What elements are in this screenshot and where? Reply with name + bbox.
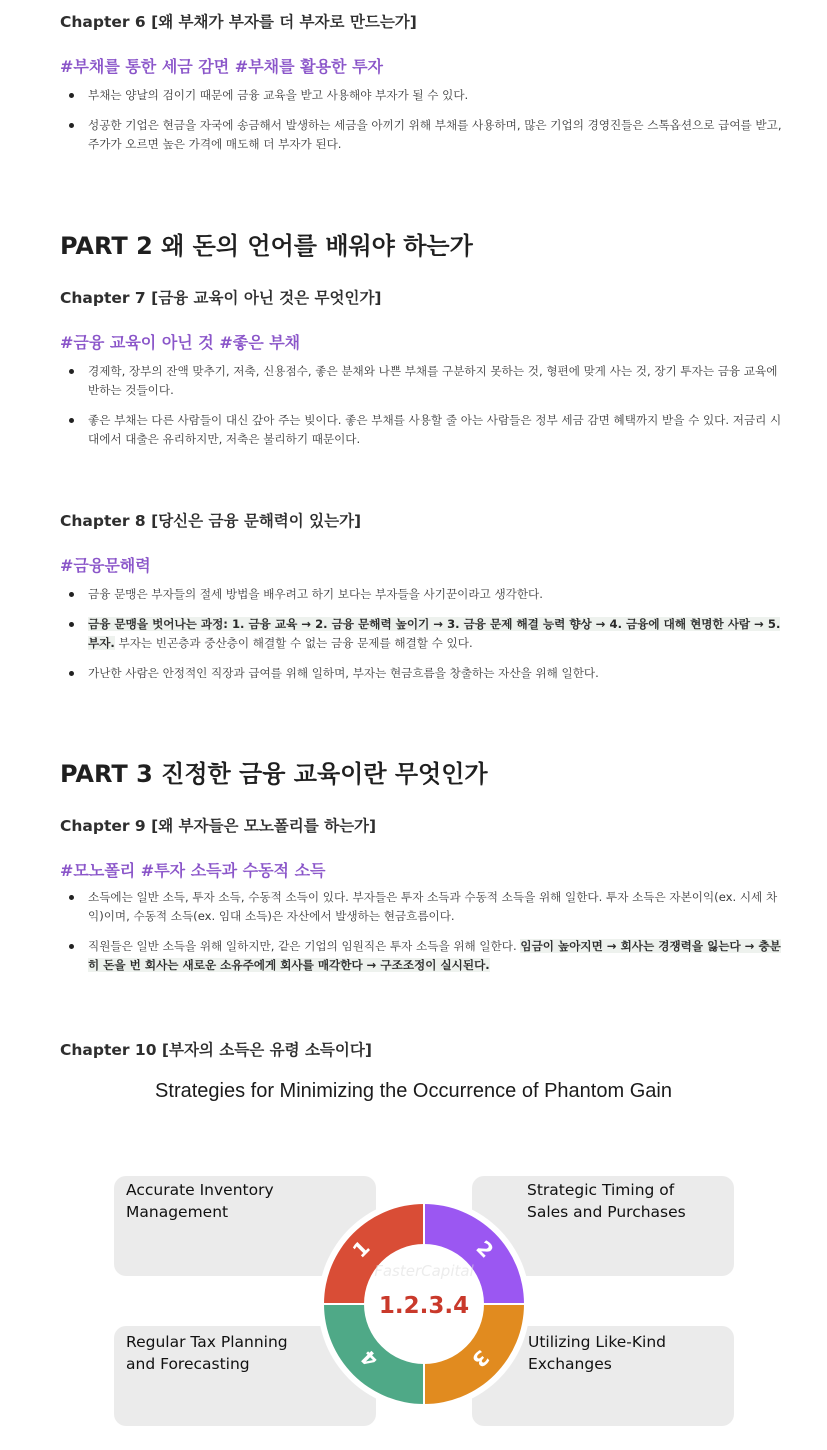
highlighted-text: 금융 문맹을 벗어나는 과정: 1. 금융 교육 → 2. 금융 문해력 높이기 → 3. 금융 문제 해결 능력 향상 → 4. 금융에 대해 현명한 사람 → 5. 부자. (88, 617, 781, 650)
strategy-label-4: Regular Tax Planning and Forecasting (126, 1333, 288, 1373)
chapter-6-bullets (66, 86, 786, 165)
chapter-10-heading: Chapter 10 [부자의 소득은 유령 소득이다] (60, 1041, 372, 1059)
list-item: 경제학, 장부의 잔액 맞추기, 저축, 신용점수, 좋은 분채와 나쁜 부채를 구분하지 못하는 것, 형편에 맞게 사는 것, 장기 투자는 금융 교육에 반하는 것들이다. (66, 362, 786, 400)
chapter-6-heading: Chapter 6 [왜 부채가 부자를 더 부자로 만드는가] (60, 13, 417, 31)
list-item: 성공한 기업은 현금을 자국에 송금해서 발생하는 세금을 아끼기 위해 부채를 사용하며, 많은 기업의 경영진들은 스톡옵션으로 급여를 받고, 주가가 오르면 높은 가격에 매도해 더 부자가 된다. (66, 116, 786, 154)
list-item: 가난한 사람은 안정적인 직장과 급여를 위해 일하며, 부자는 현금흐름을 창출하는 자산을 위해 일한다. (66, 664, 786, 683)
plain-text: 부자는 빈곤층과 중산층이 해결할 수 없는 금융 문제를 해결할 수 있다. (114, 636, 473, 650)
chapter-8-bullets (66, 585, 786, 694)
chapter-8-tags: #금융문해력 (60, 556, 151, 575)
chapter-6-tags: #부채를 통한 세금 감면 #부채를 활용한 투자 (60, 57, 383, 76)
list-item: 소득에는 일반 소득, 투자 소득, 수동적 소득이 있다. 부자들은 투자 소득과 수동적 소득을 위해 일한다. 투자 소득은 자본이익(ex. 시세 차익)이며, 수동적 소득(ex. 임대 소득)은 자산에서 발생하는 현금흐름이다. (66, 888, 786, 926)
list-item: 부채는 양날의 검이기 때문에 금융 교육을 받고 사용해야 부자가 될 수 있다. (66, 86, 786, 105)
list-item: 금융 문맹은 부자들의 절세 방법을 배우려고 하기 보다는 부자들을 사기꾼이라고 생각한다. (66, 585, 786, 604)
chapter-7-tags: #금융 교육이 아닌 것 #좋은 부채 (60, 333, 301, 352)
list-item: 좋은 부채는 다른 사람들이 대신 갚아 주는 빚이다. 좋은 부채를 사용할 줄 아는 사람들은 정부 세금 감면 혜택까지 받을 수 있다. 저금리 시대에서 대출은 유리하지만, 저축은 불리하기 때문이다. (66, 411, 786, 449)
list-item (66, 615, 786, 653)
strategy-label-1: Accurate Inventory Management (126, 1181, 274, 1221)
part-2-heading: PART 2 왜 돈의 언어를 배워야 하는가 (60, 232, 473, 260)
segment-number-1: 1 (347, 1235, 375, 1263)
infographic-title: Strategies for Minimizing the Occurrence of Phantom Gain (155, 1080, 672, 1102)
highlighted-text: 임금이 높아지면 → 회사는 경쟁력을 잃는다 → 충분히 돈을 번 회사는 새로운 소유주에게 회사를 매각한다 → 구조조정이 실시된다. (88, 939, 781, 972)
plain-text: 직원들은 일반 소득을 위해 일하지만, 같은 기업의 임원직은 투자 소득을 위해 일한다. (88, 939, 521, 953)
watermark-text: FasterCapital (374, 1262, 474, 1280)
center-label: 1.2.3.4 (378, 1293, 470, 1319)
chapter-8-heading: Chapter 8 [당신은 금융 문해력이 있는가] (60, 512, 362, 530)
chapter-9-tags: #모노폴리 #투자 소득과 수동적 소득 (60, 861, 326, 880)
chapter-7-bullets (66, 362, 786, 460)
strategy-donut-chart (314, 1194, 534, 1414)
strategy-label-2: Strategic Timing of Sales and Purchases (527, 1181, 686, 1221)
chapter-9-bullets (66, 888, 786, 986)
part-3-heading: PART 3 진정한 금융 교육이란 무엇인가 (60, 760, 488, 788)
segment-number-2: 2 (471, 1235, 499, 1263)
segment-number-3: 3 (467, 1345, 495, 1373)
chapter-7-heading: Chapter 7 [금융 교육이 아닌 것은 무엇인가] (60, 289, 382, 307)
strategy-label-3: Utilizing Like-Kind Exchanges (528, 1333, 667, 1373)
chapter-9-heading: Chapter 9 [왜 부자들은 모노폴리를 하는가] (60, 817, 377, 835)
segment-number-4: 4 (355, 1345, 383, 1373)
list-item (66, 937, 786, 975)
